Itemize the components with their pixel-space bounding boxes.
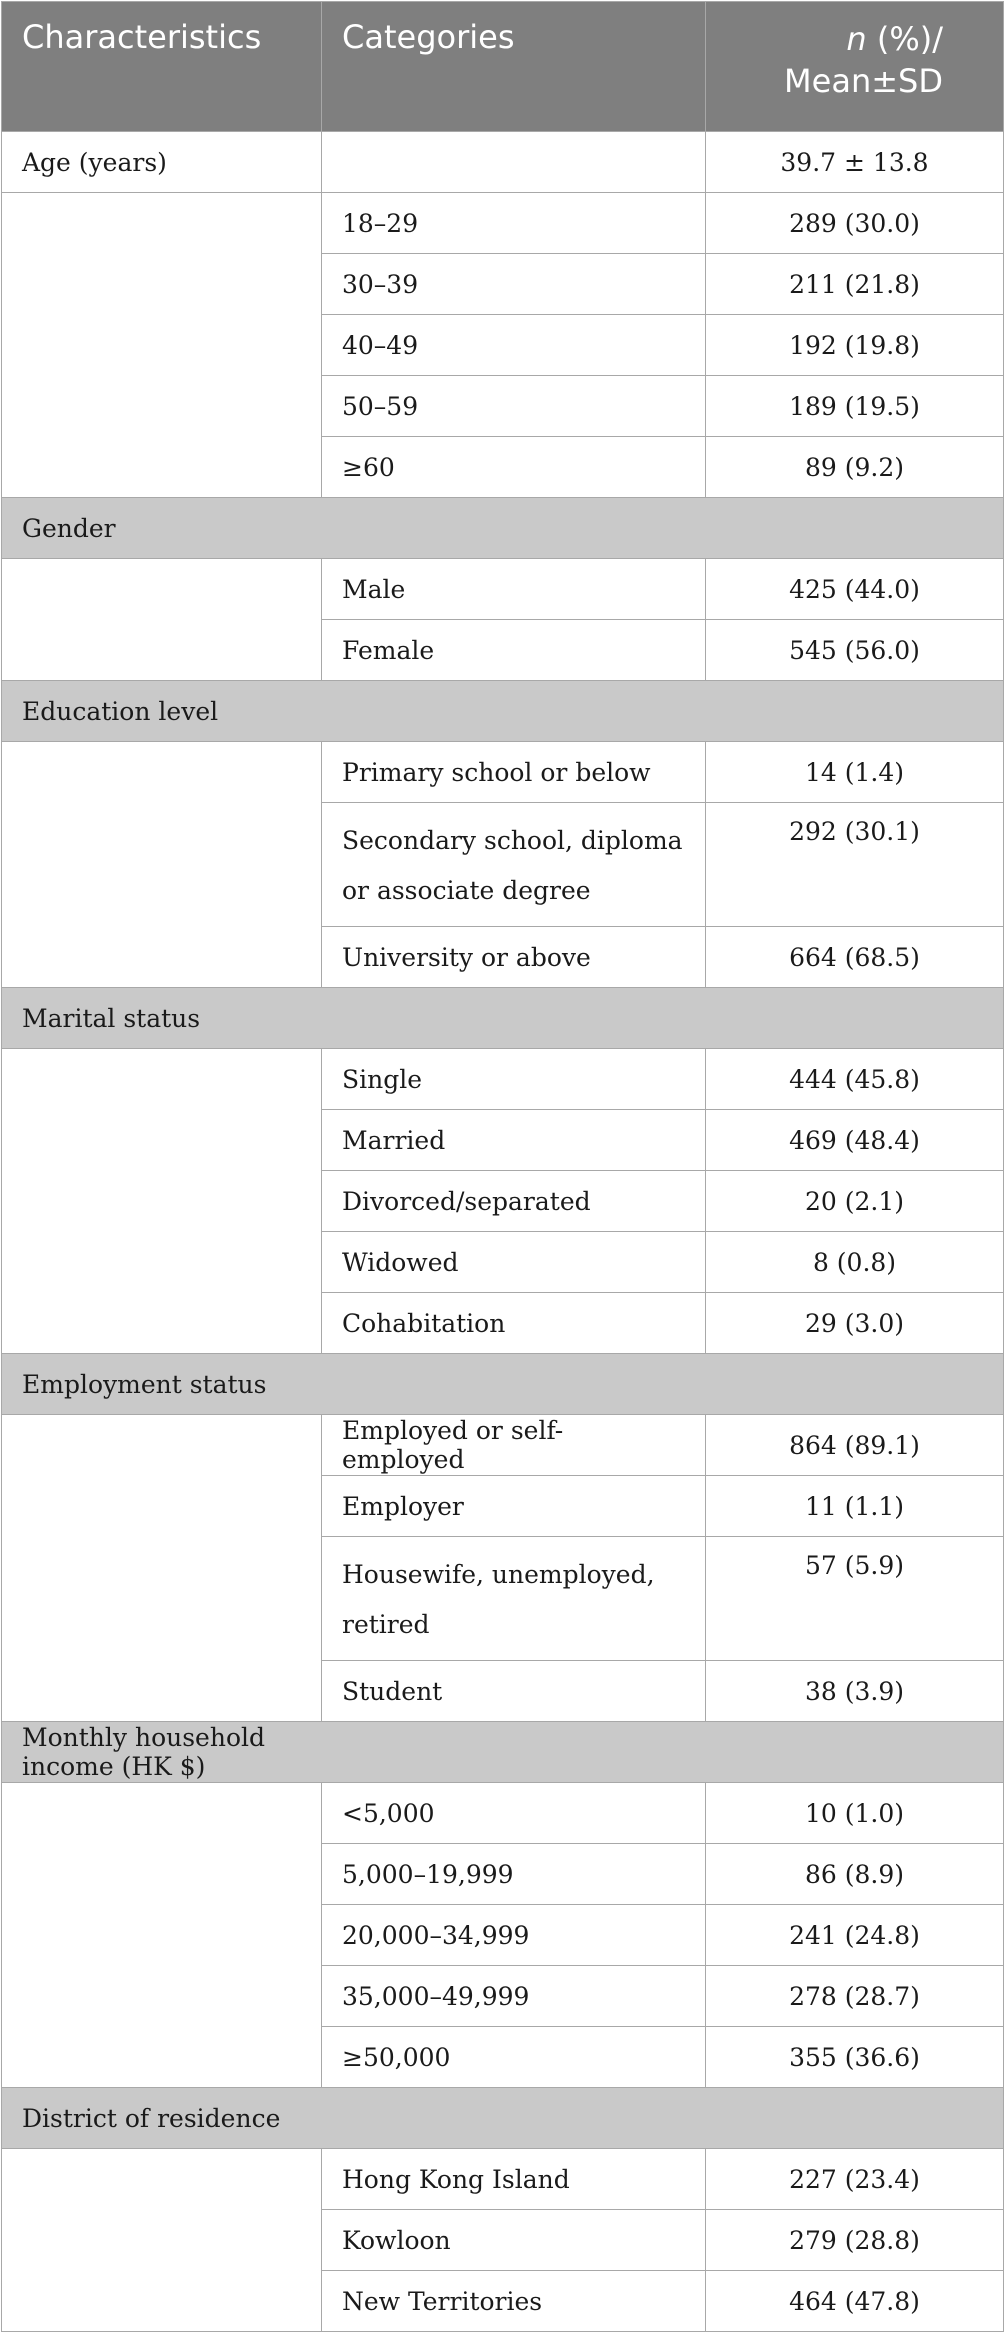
category-cell: 50–59 <box>322 376 706 437</box>
category-cell: ≥60 <box>322 437 706 498</box>
value-cell: 425 (44.0) <box>706 559 1004 620</box>
table-header-row <box>2 2 1004 132</box>
table-row <box>2 1049 1004 1110</box>
header-categories: Categories <box>322 2 706 132</box>
category-cell: Married <box>322 1110 706 1171</box>
header-value-n: n <box>846 20 867 58</box>
header-value-percent: (%)/ <box>866 20 943 58</box>
employment-group-cell <box>2 1415 322 1722</box>
age-mean: 39.7 ± 13.8 <box>706 132 1004 193</box>
category-cell: Male <box>322 559 706 620</box>
category-cell: Primary school or below <box>322 742 706 803</box>
header-value <box>706 2 1004 132</box>
category-cell: New Territories <box>322 2271 706 2332</box>
value-cell: 29 (3.0) <box>706 1293 1004 1354</box>
section-label: Monthly household income (HK $) <box>2 1722 322 1783</box>
category-cell: 30–39 <box>322 254 706 315</box>
category-cell: Employed or self-employed <box>322 1415 706 1476</box>
category-cell: <5,000 <box>322 1783 706 1844</box>
section-fill <box>706 1722 1004 1783</box>
value-cell: 189 (19.5) <box>706 376 1004 437</box>
value-cell: 14 (1.4) <box>706 742 1004 803</box>
value-cell: 444 (45.8) <box>706 1049 1004 1110</box>
education-group-cell <box>2 742 322 988</box>
value-cell: 57 (5.9) <box>706 1537 1004 1661</box>
value-cell: 38 (3.9) <box>706 1661 1004 1722</box>
category-cell: ≥50,000 <box>322 2027 706 2088</box>
section-fill <box>322 681 706 742</box>
gender-group-cell <box>2 559 322 681</box>
section-label: Employment status <box>2 1354 322 1415</box>
value-cell: 464 (47.8) <box>706 2271 1004 2332</box>
category-cell: Student <box>322 1661 706 1722</box>
marital-group-cell <box>2 1049 322 1354</box>
value-cell: 292 (30.1) <box>706 803 1004 927</box>
section-fill <box>322 1722 706 1783</box>
value-cell: 279 (28.8) <box>706 2210 1004 2271</box>
section-fill <box>706 1354 1004 1415</box>
section-header-district <box>2 2088 1004 2149</box>
age-category-empty <box>322 132 706 193</box>
value-cell: 192 (19.8) <box>706 315 1004 376</box>
category-cell: Female <box>322 620 706 681</box>
value-cell: 864 (89.1) <box>706 1415 1004 1476</box>
value-cell: 89 (9.2) <box>706 437 1004 498</box>
section-fill <box>322 988 706 1049</box>
category-cell: Widowed <box>322 1232 706 1293</box>
table-row <box>2 742 1004 803</box>
category-cell: Cohabitation <box>322 1293 706 1354</box>
section-fill <box>706 988 1004 1049</box>
category-cell: 5,000–19,999 <box>322 1844 706 1905</box>
header-characteristics: Characteristics <box>2 2 322 132</box>
section-header-employment <box>2 1354 1004 1415</box>
category-cell: 35,000–49,999 <box>322 1966 706 2027</box>
table-row <box>2 559 1004 620</box>
section-fill <box>322 498 706 559</box>
category-cell: 40–49 <box>322 315 706 376</box>
value-cell: 241 (24.8) <box>706 1905 1004 1966</box>
income-group-cell <box>2 1783 322 2088</box>
section-header-education <box>2 681 1004 742</box>
category-cell: Divorced/separated <box>322 1171 706 1232</box>
section-header-gender <box>2 498 1004 559</box>
table-row <box>2 1783 1004 1844</box>
section-fill <box>322 1354 706 1415</box>
category-cell: Housewife, unemployed, retired <box>322 1537 706 1661</box>
value-cell: 211 (21.8) <box>706 254 1004 315</box>
section-header-income <box>2 1722 1004 1783</box>
category-cell: 18–29 <box>322 193 706 254</box>
table-row <box>2 1415 1004 1476</box>
characteristics-table <box>1 1 1004 2332</box>
value-cell: 86 (8.9) <box>706 1844 1004 1905</box>
district-group-cell <box>2 2149 322 2332</box>
table-row <box>2 193 1004 254</box>
section-fill <box>706 2088 1004 2149</box>
value-cell: 278 (28.7) <box>706 1966 1004 2027</box>
value-cell: 20 (2.1) <box>706 1171 1004 1232</box>
category-cell: 20,000–34,999 <box>322 1905 706 1966</box>
header-value-mean-sd: Mean±SD <box>784 62 943 100</box>
value-cell: 545 (56.0) <box>706 620 1004 681</box>
table-row <box>2 2149 1004 2210</box>
category-cell: Single <box>322 1049 706 1110</box>
category-cell: Kowloon <box>322 2210 706 2271</box>
section-label: Education level <box>2 681 322 742</box>
section-header-marital <box>2 988 1004 1049</box>
value-cell: 469 (48.4) <box>706 1110 1004 1171</box>
age-summary-row <box>2 132 1004 193</box>
section-label: Gender <box>2 498 322 559</box>
age-label: Age (years) <box>2 132 322 193</box>
category-cell: Hong Kong Island <box>322 2149 706 2210</box>
value-cell: 355 (36.6) <box>706 2027 1004 2088</box>
section-label: District of residence <box>2 2088 322 2149</box>
value-cell: 10 (1.0) <box>706 1783 1004 1844</box>
value-cell: 289 (30.0) <box>706 193 1004 254</box>
section-fill <box>322 2088 706 2149</box>
value-cell: 227 (23.4) <box>706 2149 1004 2210</box>
category-cell: Secondary school, diploma or associate degree <box>322 803 706 927</box>
category-cell: Employer <box>322 1476 706 1537</box>
category-cell: University or above <box>322 927 706 988</box>
section-fill <box>706 681 1004 742</box>
value-cell: 8 (0.8) <box>706 1232 1004 1293</box>
value-cell: 11 (1.1) <box>706 1476 1004 1537</box>
age-group-cell <box>2 193 322 498</box>
value-cell: 664 (68.5) <box>706 927 1004 988</box>
section-label: Marital status <box>2 988 322 1049</box>
section-fill <box>706 498 1004 559</box>
